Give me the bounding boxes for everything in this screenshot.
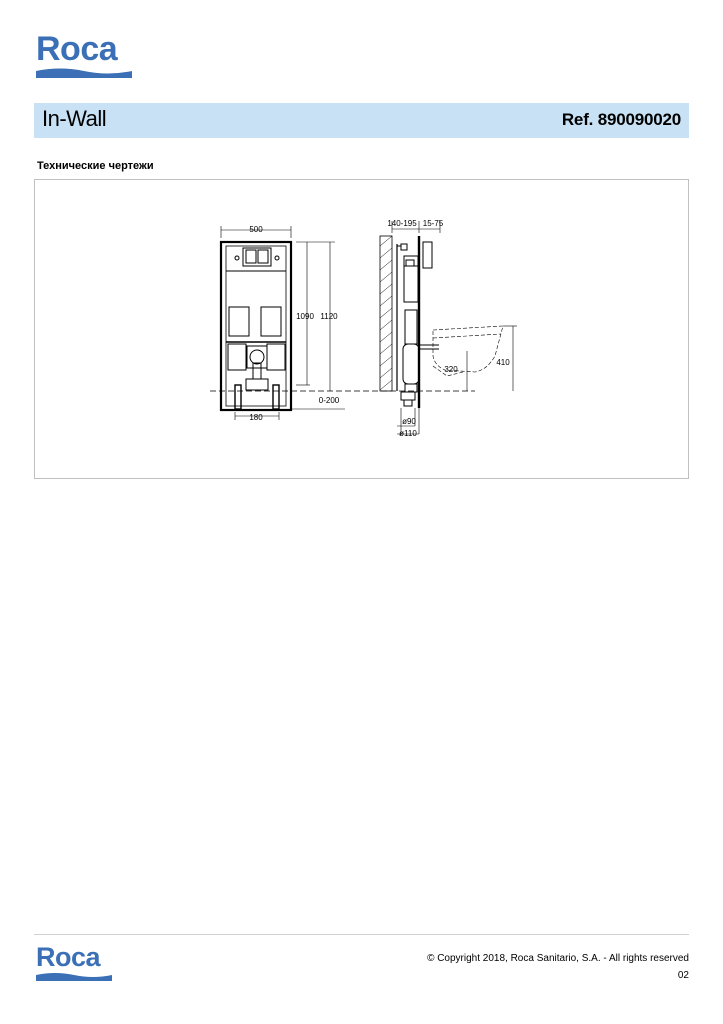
technical-drawing — [34, 179, 689, 479]
product-reference: Ref. 890090020 — [561, 110, 681, 129]
front-height-inner-label: 1090 — [296, 312, 314, 321]
footer-divider — [34, 934, 689, 935]
roca-logo — [36, 32, 136, 80]
front-view — [221, 242, 291, 410]
logo-text: Roca — [36, 30, 118, 68]
page-number: 02 — [677, 970, 689, 981]
drain-offset-label: 180 — [249, 413, 263, 422]
finish-thickness-label: 15-75 — [422, 219, 444, 228]
wall-distance-label: 140-195 — [387, 219, 417, 228]
title-bar — [34, 103, 689, 138]
seat-height-label: 410 — [496, 358, 510, 367]
pipe-diameter-90-label: ø90 — [402, 417, 416, 426]
front-width-label: 500 — [249, 225, 263, 234]
pipe-diameter-110-label: ø110 — [399, 429, 417, 438]
copyright-text: © Copyright 2018, Roca Sanitario, S.A. - All rights reserved — [427, 953, 689, 964]
logo-wave-icon-footer — [36, 971, 112, 981]
outlet-height-label: 320 — [444, 365, 458, 374]
section-title: Технические чертежи — [37, 160, 154, 172]
drawing-canvas — [35, 180, 688, 478]
side-dimensions — [392, 221, 517, 434]
product-title: In-Wall — [42, 106, 107, 131]
floor-adjust-label: 0-200 — [318, 396, 340, 405]
roca-logo-footer — [36, 944, 116, 982]
side-view — [380, 236, 439, 408]
logo-text-footer: Roca — [36, 942, 101, 972]
front-height-outer-label: 1120 — [320, 312, 338, 321]
